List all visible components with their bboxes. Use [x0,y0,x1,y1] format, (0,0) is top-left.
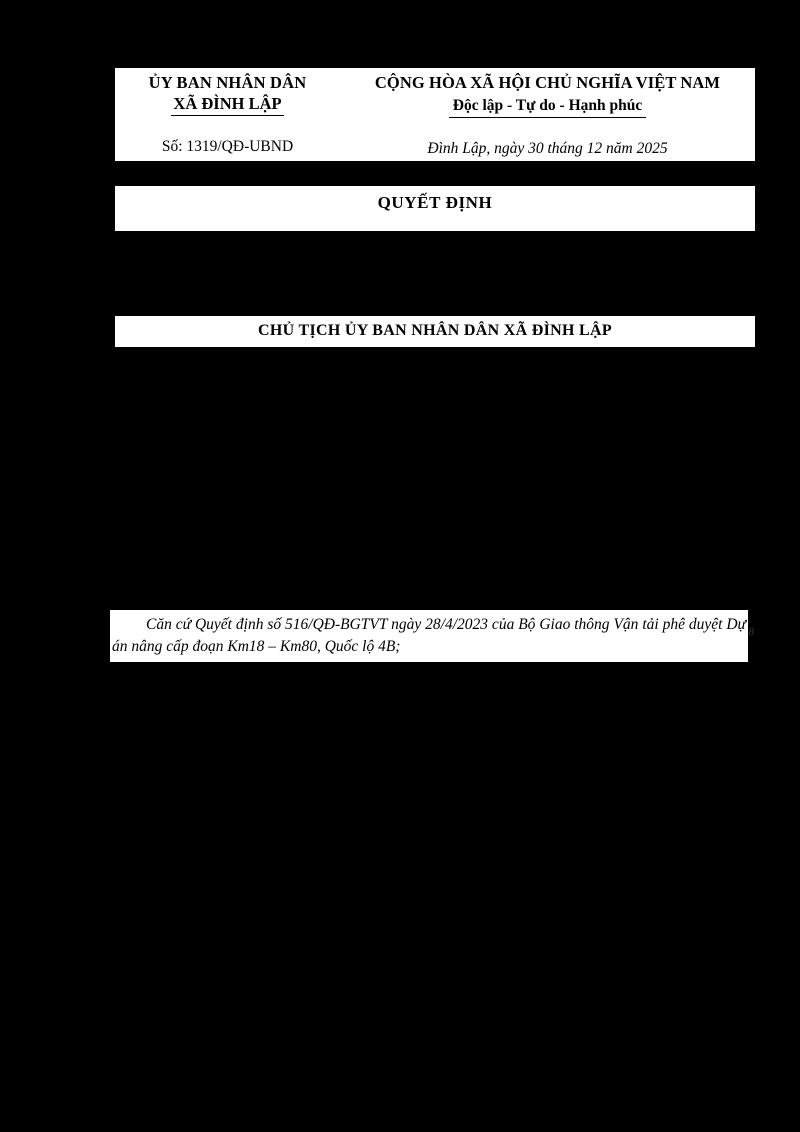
document-number: Số: 1319/QĐ-UBND [161,138,294,156]
document-title-block [115,186,755,231]
national-motto: Độc lập - Tự do - Hạnh phúc [449,95,646,118]
issuing-authority-block [115,68,340,157]
header-row [115,68,755,159]
page-number-mark: 8 [748,626,754,638]
national-title: CỘNG HÒA XÃ HỘI CHỦ NGHĨA VIỆT NAM [374,73,721,92]
issuing-authority-line-2-wrap [115,93,340,116]
document-subtitle [115,218,755,227]
page-title: QUYẾT ĐỊNH [377,193,493,212]
legal-basis-block [110,610,754,662]
issuing-authority-line-1: ỦY BAN NHÂN DÂN [148,73,307,92]
legal-basis-paragraph: Căn cứ Quyết định số 516/QĐ-BGTVT ngày 28/4/2023 của Bộ Giao thông Vận tải phê duyệt Dự án nâng cấp đoạn Km18 – Km80, Quốc lộ 4B; [112,616,746,655]
document-header [115,68,755,161]
national-heading-block [340,68,755,159]
place-and-date: Đình Lập, ngày 30 tháng 12 năm 2025 [427,140,668,158]
authority-line: CHỦ TỊCH ỦY BAN NHÂN DÂN XÃ ĐÌNH LẬP [258,322,612,339]
issuing-authority-line-2: XÃ ĐÌNH LẬP [171,93,283,116]
national-motto-wrap [340,93,755,118]
authority-block [115,316,755,347]
